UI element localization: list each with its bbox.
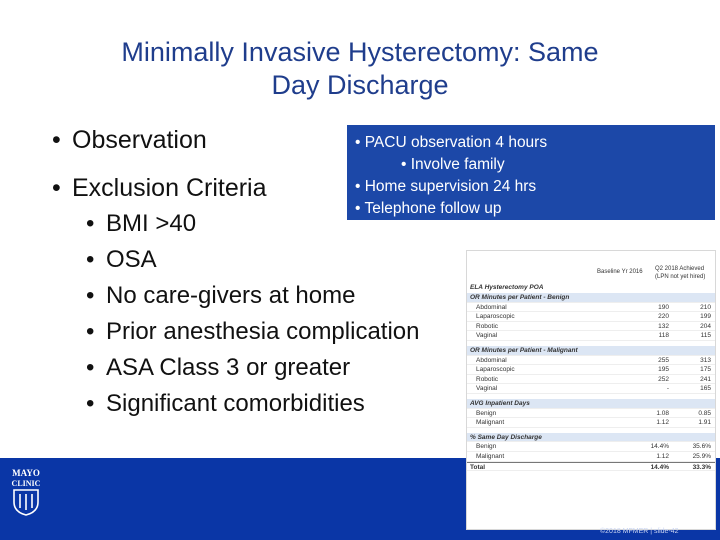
bullet-dot: • [86, 210, 95, 237]
table-row [467, 375, 715, 385]
baseline-value: 220 [658, 313, 669, 321]
bullet-dot: • [86, 390, 95, 417]
baseline-value: 14.4% [650, 463, 669, 471]
table-total-row [467, 462, 715, 472]
row-label: Benign [476, 443, 497, 451]
table-row [467, 303, 715, 313]
table-section-header [467, 399, 715, 409]
bullet-dot: • [86, 354, 95, 381]
baseline-value: 1.12 [656, 452, 669, 460]
row-label: Abdominal [476, 356, 507, 364]
table-section-header [467, 346, 715, 356]
bullet-dot: • [86, 282, 95, 309]
callout-subitem: • Involve family [401, 156, 505, 173]
section-label: OR Minutes per Patient - Benign [470, 294, 570, 301]
bullet-exclusion-text: Exclusion Criteria [72, 174, 267, 202]
bullet-dot: • [86, 246, 95, 273]
callout-item: • Home supervision 24 hrs [355, 178, 537, 195]
slide-title-line-2: Day Discharge [271, 70, 449, 100]
table-section-header [467, 293, 715, 303]
baseline-value: 1.08 [656, 409, 669, 417]
q2-value: 199 [700, 313, 711, 321]
callout-item-text: Home supervision 24 hrs [364, 178, 537, 195]
section-label: OR Minutes per Patient - Malignant [470, 346, 578, 354]
table-row [467, 312, 715, 322]
slide-title [40, 36, 680, 102]
row-label: Malignant [476, 419, 505, 427]
mayo-clinic-logo [8, 464, 44, 516]
q2-value: 35.6% [692, 443, 711, 451]
q2-value: 313 [700, 356, 711, 364]
q2-value: 204 [700, 322, 711, 330]
shield-lines-icon [20, 494, 32, 510]
callout-item: • PACU observation 4 hours [355, 134, 548, 151]
logo-text-mayo: MAYO [12, 468, 40, 478]
criterion-text: Prior anesthesia complication [106, 318, 420, 345]
table-row [467, 331, 715, 341]
q2-value: 165 [700, 385, 711, 393]
q2-value: 210 [700, 303, 711, 311]
row-label: Vaginal [476, 332, 498, 340]
row-label: Laparoscopic [476, 366, 515, 374]
baseline-value: - [666, 385, 669, 393]
baseline-value: 118 [658, 332, 669, 340]
section-label: AVG Inpatient Days [470, 399, 530, 407]
criterion-item [86, 318, 420, 346]
baseline-value: 195 [658, 366, 669, 374]
bullet-observation-text: Observation [72, 126, 207, 154]
table-section-header [467, 433, 715, 443]
criterion-item [86, 246, 157, 274]
callout-item-text: Involve family [410, 156, 505, 173]
table-row [467, 356, 715, 366]
table-header [467, 251, 715, 293]
bullet-dot: • [52, 174, 61, 202]
row-label: Laparoscopic [476, 313, 515, 321]
row-label: Total [470, 463, 486, 471]
q2-value: 33.3% [692, 463, 711, 471]
criterion-text: No care-givers at home [106, 282, 356, 309]
slide-title-line-1: Minimally Invasive Hysterectomy: Same [121, 37, 599, 67]
section-label: % Same Day Discharge [470, 433, 542, 441]
baseline-value: 132 [658, 322, 669, 330]
bullet-dot: • [52, 126, 61, 154]
bullet-dot: • [86, 318, 95, 345]
table-row [467, 442, 715, 452]
q2-value: 25.9% [692, 452, 711, 460]
callout-item-text: PACU observation 4 hours [364, 134, 548, 151]
criterion-text: ASA Class 3 or greater [106, 354, 351, 381]
q2-value: 175 [700, 366, 711, 374]
table-title: ELA Hysterectomy POA [470, 284, 544, 291]
baseline-value: 14.4% [650, 443, 669, 451]
row-label: Vaginal [476, 385, 498, 393]
table-row [467, 384, 715, 394]
q2-value: 115 [700, 332, 711, 340]
footer-copyright: ©2018 MFMER | slide-42 [600, 528, 679, 535]
metrics-table [466, 250, 716, 530]
table-row [467, 418, 715, 428]
baseline-value: 255 [658, 356, 669, 364]
table-row [467, 452, 715, 462]
q2-header-line-2: (LPN not yet hired) [655, 274, 706, 280]
table-row [467, 365, 715, 375]
row-label: Robotic [476, 322, 499, 330]
criterion-item [86, 210, 196, 238]
q2-column-header [655, 265, 705, 281]
baseline-column-header: Baseline Yr 2016 [597, 269, 643, 275]
baseline-value: 190 [658, 303, 669, 311]
criterion-item [86, 390, 365, 418]
criterion-item [86, 282, 355, 310]
q2-value: 1.91 [698, 419, 711, 427]
callout-box [347, 125, 715, 220]
table-row [467, 409, 715, 419]
row-label: Benign [476, 409, 497, 417]
bullet-exclusion-criteria [52, 174, 267, 203]
q2-header-line-1: Q2 2018 Achieved [655, 266, 705, 272]
row-label: Robotic [476, 375, 499, 383]
callout-item-text: Telephone follow up [364, 200, 502, 217]
q2-value: 241 [700, 375, 711, 383]
q2-value: 0.85 [698, 409, 711, 417]
callout-item: • Telephone follow up [355, 200, 502, 217]
bullet-observation [52, 126, 207, 155]
baseline-value: 1.12 [656, 419, 669, 427]
logo-text-clinic: CLINIC [11, 479, 41, 488]
criterion-text: BMI >40 [106, 210, 197, 237]
row-label: Abdominal [476, 303, 507, 311]
criterion-item [86, 354, 350, 382]
table-row [467, 322, 715, 332]
criterion-text: OSA [106, 246, 157, 273]
criterion-text: Significant comorbidities [106, 390, 365, 417]
row-label: Malignant [476, 452, 505, 460]
baseline-value: 252 [658, 375, 669, 383]
